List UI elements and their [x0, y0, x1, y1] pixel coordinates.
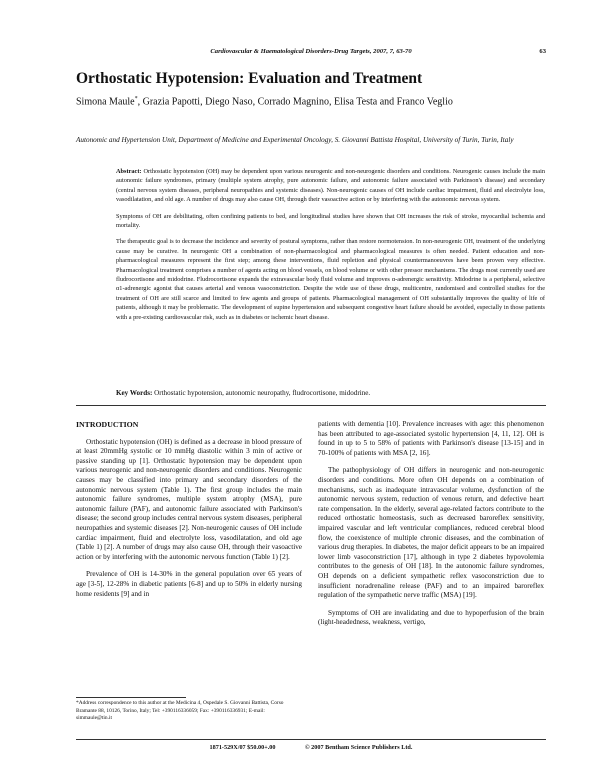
- section-divider: [76, 405, 546, 406]
- correspondence-footnote: *Address correspondence to this author at the Medicina 4, Ospedale S. Giovanni Battista, Corso Bramante 88, 10126, Torino, Italy; Tel: +390116336059; Fax: +390116336931; E-mail: simmaule@tin.it: [76, 700, 284, 722]
- footnote-divider: [76, 697, 186, 698]
- affiliation: Autonomic and Hypertension Unit, Department of Medicine and Experimental Oncology, S. Giovanni Battista Hospital, University of Turin, Turin, Italy: [76, 136, 514, 144]
- body-paragraph: Symptoms of OH are invalidating and due to hypoperfusion of the brain (light-headedness, weakness, vertigo,: [318, 608, 544, 627]
- abstract-paragraph: The therapeutic goal is to decrease the incidence and severity of postural symptoms, rather than restore normotension. In non-neurogenic OH, treatment of the underlying cause may be curative. In neurogenic OH a combination of non-pharmacological and pharmacological measures is often needed. Patient education and non-pharmacological measures represent the first step; among these interventions, fluid repletion and physical countermanoeuvres have been proven very effective. Pharmacological treatment comprises a number of agents acting on blood vessels, on blood volume or with other pressor mechanisms. The drugs most currently used are fludrocortisone and midodrine. Fludrocortisone expands the extravascular body fluid volume and improves α-adrenergic sensitivity. Midodrine is a peripheral, selective α1-adrenergic agonist that causes arterial and venous vasoconstriction. Despite the wide use of these drugs, multicentre, randomised and controlled studies for the treatment of OH are still scarce and limited to few agents and groups of patients. Pharmacological management of OH substantially improves the quality of life of patients, although it may be problematic. The development of supine hypertension and subsequent congestive heart failure should be avoided, especially in those patients with a pre-existing cardiovascular risk, such as in diabetes or ischemic heart disease.: [116, 238, 545, 321]
- issn-price: 1871-529X/07 $50.00+.00: [209, 744, 276, 751]
- abstract-paragraph: Abstract: Orthostatic hypotension (OH) may be dependent upon various neurogenic and non-neurogenic disorders and conditions. Neurogenic causes include the main autonomic failure syndromes, primary (multiple system atrophy, pure autonomic failure, and autonomic failure associated with Parkinson's disease) and secondary (central nervous system diseases, peripheral neuropathies and systemic diseases). Non-neurogenic causes of OH include cardiac impairment, fluid and electrolyte loss, vasodilatation, and old age. A number of drugs may also cause OH, through their vasoactive action or by interfering with the autonomic nervous system.: [116, 168, 545, 204]
- keywords-label: Key Words:: [116, 389, 153, 397]
- section-heading: INTRODUCTION: [76, 420, 139, 429]
- other-authors: , Grazia Papotti, Diego Naso, Corrado Magnino, Elisa Testa and Franco Veglio: [137, 96, 453, 108]
- body-paragraph: patients with dementia [10]. Prevalence increases with age: this phenomenon has been attributed to age-associated systolic hypertension [4, 11, 12]. OH is found in up to 5 to 58% of patients with Parkinson's disease [13-15] and in 70-100% of patients with MSA [2, 16].: [318, 420, 544, 457]
- abstract-paragraph: Symptoms of OH are debilitating, often confining patients to bed, and longitudinal studies have shown that OH increases the risk of stroke, myocardial ischemia and mortality.: [116, 212, 545, 230]
- abstract-label: Abstract:: [116, 168, 142, 175]
- page-footer: [76, 744, 546, 751]
- body-column-left: [76, 420, 302, 607]
- keywords: Key Words: Orthostatic hypotension, autonomic neuropathy, fludrocortisone, midodrine.: [116, 389, 371, 397]
- page-number: 63: [539, 48, 546, 55]
- copyright: © 2007 Bentham Science Publishers Ltd.: [305, 744, 413, 751]
- body-paragraph: The pathophysiology of OH differs in neurogenic and non-neurogenic disorders and conditions. More often OH depends on a combination of mechanisms, such as inadequate intravascular volume, dysfunction of the autonomic nervous system, reduction of venous return, and defective heart rate compensation. In the elderly, several age-related factors contribute to the reduced orthostatic homeostasis, such as decreased baroreflex sensitivity, impaired vascular and left ventricular compliances, reduced cerebral blood flow, the coexistence of multiple chronic diseases, and the combination of various drug therapies. In diabetes, the major deficit appears to be an impaired lower limb vasoconstriction [17], although in type 2 diabetes hypovolemia contributes to the genesis of OH [18]. In the autonomic failure syndromes, OH depends on a deficient sympathetic reflex vasoconstriction due to insufficient noradrenaline release (PAF) and to an impaired baroreflex regulation of the sympathetic nerve traffic (MSA) [19].: [318, 466, 544, 600]
- journal-citation: Cardiovascular & Haematological Disorders-Drug Targets, 2007, 7, 63-70: [210, 48, 412, 55]
- paper-title: Orthostatic Hypotension: Evaluation and Treatment: [76, 70, 423, 87]
- abstract-block: [116, 167, 545, 329]
- footer-divider: [76, 739, 546, 740]
- correspondence-mark: *: [134, 96, 138, 102]
- running-header: [76, 48, 546, 55]
- body-column-right: [318, 420, 544, 636]
- body-paragraph: Prevalence of OH is 14-30% in the general population over 65 years of age [3-5], 12-28% in diabetic patients [6-8] and up to 50% in elderly nursing home residents [9] and in: [76, 570, 302, 598]
- first-author: Simona Maule: [76, 96, 135, 108]
- author-list: [76, 96, 453, 107]
- body-paragraph: Orthostatic hypotension (OH) is defined as a decrease in blood pressure of at least 20mmHg systolic or 10 mmHg diastolic within 3 min of active or passive standing up [1]. Orthostatic hypotension may be dependent upon various neurogenic and non-neurogenic disorders and conditions. Neurogenic causes may be classified into primary and secondary disorders of the autonomic nervous system (Table 1). The first group includes the main autonomic failure syndromes, multiple system atrophy (MSA), pure autonomic failure (PAF), and autonomic failure associated with Parkinson's disease; the second group includes central nervous system diseases, peripheral neuropathies and systemic diseases [2]. Non-neurogenic causes of OH include cardiac impairment, fluid and electrolyte loss, vasodilatation, and old age (Table 1) [2]. A number of drugs may also cause OH, through their vasoactive action or by interfering with the autonomic nervous function (Table 1) [2].: [76, 437, 302, 561]
